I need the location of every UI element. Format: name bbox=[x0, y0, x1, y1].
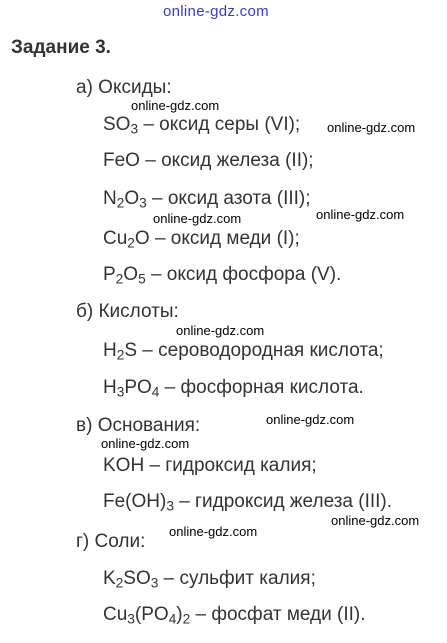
list-item-cu2o bbox=[103, 228, 300, 250]
formula: FeO bbox=[103, 150, 140, 171]
description: – фосфат меди (II). bbox=[190, 604, 366, 625]
list-item-n2o3 bbox=[103, 188, 311, 210]
formula: $N_2O_3$ bbox=[103, 188, 147, 211]
list-item-cu3po42 bbox=[103, 604, 366, 626]
section-acids-heading: б) Кислоты: bbox=[76, 301, 179, 322]
watermark: online-gdz.com bbox=[169, 524, 258, 539]
list-item-feo bbox=[103, 150, 314, 172]
watermark: online-gdz.com bbox=[101, 436, 190, 451]
description: – гидроксид калия; bbox=[144, 455, 317, 476]
description: – фосфорная кислота. bbox=[159, 377, 364, 398]
watermark: online-gdz.com bbox=[131, 98, 220, 113]
formula: KOH bbox=[103, 455, 145, 476]
description: – оксид азота (III); bbox=[146, 188, 311, 209]
site-header-link[interactable]: online-gdz.com bbox=[163, 3, 269, 20]
watermark: online-gdz.com bbox=[153, 211, 242, 226]
section-bases-heading: в) Основания: bbox=[76, 415, 201, 436]
task-title: Задание 3. bbox=[11, 37, 111, 58]
description: – оксид фосфора (V). bbox=[145, 264, 342, 285]
list-item-p2o5 bbox=[103, 264, 341, 286]
formula: $H_3PO_4$ bbox=[103, 377, 160, 400]
formula: $Fe(OH)_3$ bbox=[103, 491, 174, 514]
description: – сульфит калия; bbox=[158, 568, 316, 589]
formula: $H_2S$ bbox=[103, 340, 138, 363]
description: – оксид меди (I); bbox=[149, 228, 300, 249]
watermark: online-gdz.com bbox=[266, 412, 355, 427]
watermark: online-gdz.com bbox=[176, 323, 265, 338]
watermark: online-gdz.com bbox=[331, 513, 420, 528]
description: – гидроксид железа (III). bbox=[173, 491, 393, 512]
section-oxides-heading: а) Оксиды: bbox=[76, 77, 172, 98]
list-item-so3 bbox=[103, 114, 300, 136]
list-item-koh bbox=[103, 455, 317, 477]
list-item-feoh3 bbox=[103, 491, 392, 513]
description: – сероводородная кислота; bbox=[137, 340, 384, 361]
description: – оксид серы (VI); bbox=[138, 114, 301, 135]
list-item-h2s bbox=[103, 340, 384, 362]
list-item-h3po4 bbox=[103, 377, 364, 399]
section-salts-heading: г) Соли: bbox=[76, 531, 146, 552]
formula: $P_2O_5$ bbox=[103, 264, 146, 287]
formula: $Cu_2O$ bbox=[103, 228, 150, 251]
formula: $SO_3$ bbox=[103, 114, 139, 137]
watermark: online-gdz.com bbox=[316, 207, 405, 222]
formula: $K_2SO_3$ bbox=[103, 568, 159, 591]
watermark: online-gdz.com bbox=[327, 120, 416, 135]
description: – оксид железа (II); bbox=[139, 150, 314, 171]
formula: $Cu_3(PO_4)_2$ bbox=[103, 604, 191, 627]
list-item-k2so3 bbox=[103, 568, 316, 590]
